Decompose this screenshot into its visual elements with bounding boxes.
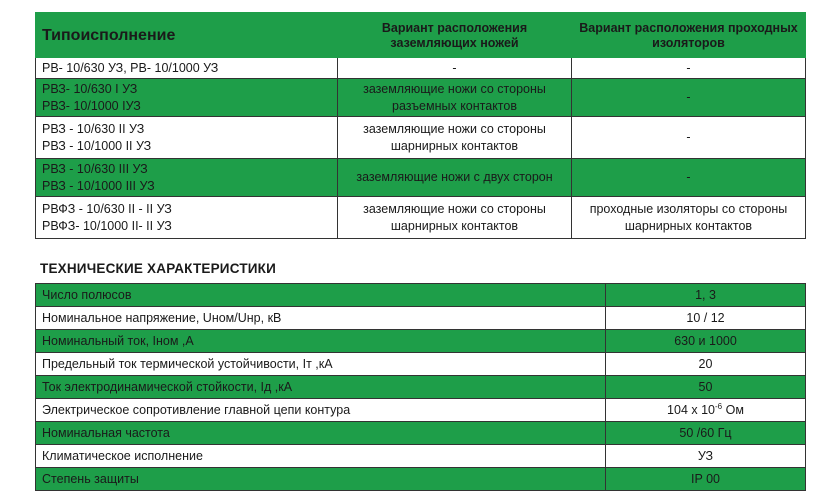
- spec-row: [36, 284, 806, 307]
- header-grounding: Вариант расположения заземляющих ножей: [338, 13, 572, 58]
- section-title: ТЕХНИЧЕСКИЕ ХАРАКТЕРИСТИКИ: [40, 261, 277, 276]
- spec-label: Номинальный ток, Iном ,А: [36, 330, 606, 353]
- spec-value: 104 х $10^{-6}$ Ом: [606, 399, 806, 422]
- exponent: -6: [715, 401, 723, 411]
- spec-row: [36, 399, 806, 422]
- spec-value: 10 / 12: [606, 307, 806, 330]
- spec-value: 1, 3: [606, 284, 806, 307]
- spec-row: [36, 307, 806, 330]
- cell-type: РВЗ- 10/630 I УЗ РВЗ- 10/1000 IУЗ: [36, 79, 338, 117]
- cell-type: РВ- 10/630 УЗ, РВ- 10/1000 УЗ: [36, 58, 338, 79]
- cell-type: РВФЗ - 10/630 II - II УЗ РВФЗ- 10/1000 II- II УЗ: [36, 197, 338, 239]
- spec-label: Электрическое сопротивление главной цепи контура: [36, 399, 606, 422]
- cell-insulators: -: [572, 58, 806, 79]
- cell-grounding: заземляющие ножи со стороны шарнирных контактов: [338, 117, 572, 159]
- variants-header-row: [36, 13, 806, 58]
- spec-label: Климатическое исполнение: [36, 445, 606, 468]
- cell-grounding: заземляющие ножи со стороны разъемных контактов: [338, 79, 572, 117]
- spec-value: 630 и 1000: [606, 330, 806, 353]
- spec-row: [36, 468, 806, 491]
- spec-value: 50 /60 Гц: [606, 422, 806, 445]
- spec-row: [36, 376, 806, 399]
- spec-row: [36, 330, 806, 353]
- cell-insulators: -: [572, 159, 806, 197]
- spec-row: [36, 353, 806, 376]
- spec-label: Число полюсов: [36, 284, 606, 307]
- specs-table: [35, 283, 806, 491]
- spec-label: Предельный ток термической устойчивости, Iт ,кА: [36, 353, 606, 376]
- cell-grounding: заземляющие ножи с двух сторон: [338, 159, 572, 197]
- cell-grounding: заземляющие ножи со стороны шарнирных контактов: [338, 197, 572, 239]
- header-type: Типоисполнение: [36, 13, 338, 58]
- table-row: [36, 58, 806, 79]
- spec-row: [36, 445, 806, 468]
- table-row: [36, 159, 806, 197]
- table-row: [36, 117, 806, 159]
- table-row: [36, 79, 806, 117]
- cell-insulators: проходные изоляторы со стороны шарнирных контактов: [572, 197, 806, 239]
- spec-value: IP 00: [606, 468, 806, 491]
- spec-label: Номинальная частота: [36, 422, 606, 445]
- spec-value: 50: [606, 376, 806, 399]
- header-insulators: Вариант расположения проходных изоляторов: [572, 13, 806, 58]
- cell-type: РВЗ - 10/630 III УЗ РВЗ - 10/1000 III УЗ: [36, 159, 338, 197]
- spec-label: Номинальное напряжение, Uном/Uнр, кВ: [36, 307, 606, 330]
- cell-insulators: -: [572, 117, 806, 159]
- spec-value: УЗ: [606, 445, 806, 468]
- variants-table: [35, 12, 806, 239]
- spec-row: [36, 422, 806, 445]
- cell-grounding: -: [338, 58, 572, 79]
- spec-label: Степень защиты: [36, 468, 606, 491]
- cell-insulators: -: [572, 79, 806, 117]
- table-row: [36, 197, 806, 239]
- spec-value: 20: [606, 353, 806, 376]
- spec-label: Ток электродинамической стойкости, Iд ,кА: [36, 376, 606, 399]
- cell-type: РВЗ - 10/630 II УЗ РВЗ - 10/1000 II УЗ: [36, 117, 338, 159]
